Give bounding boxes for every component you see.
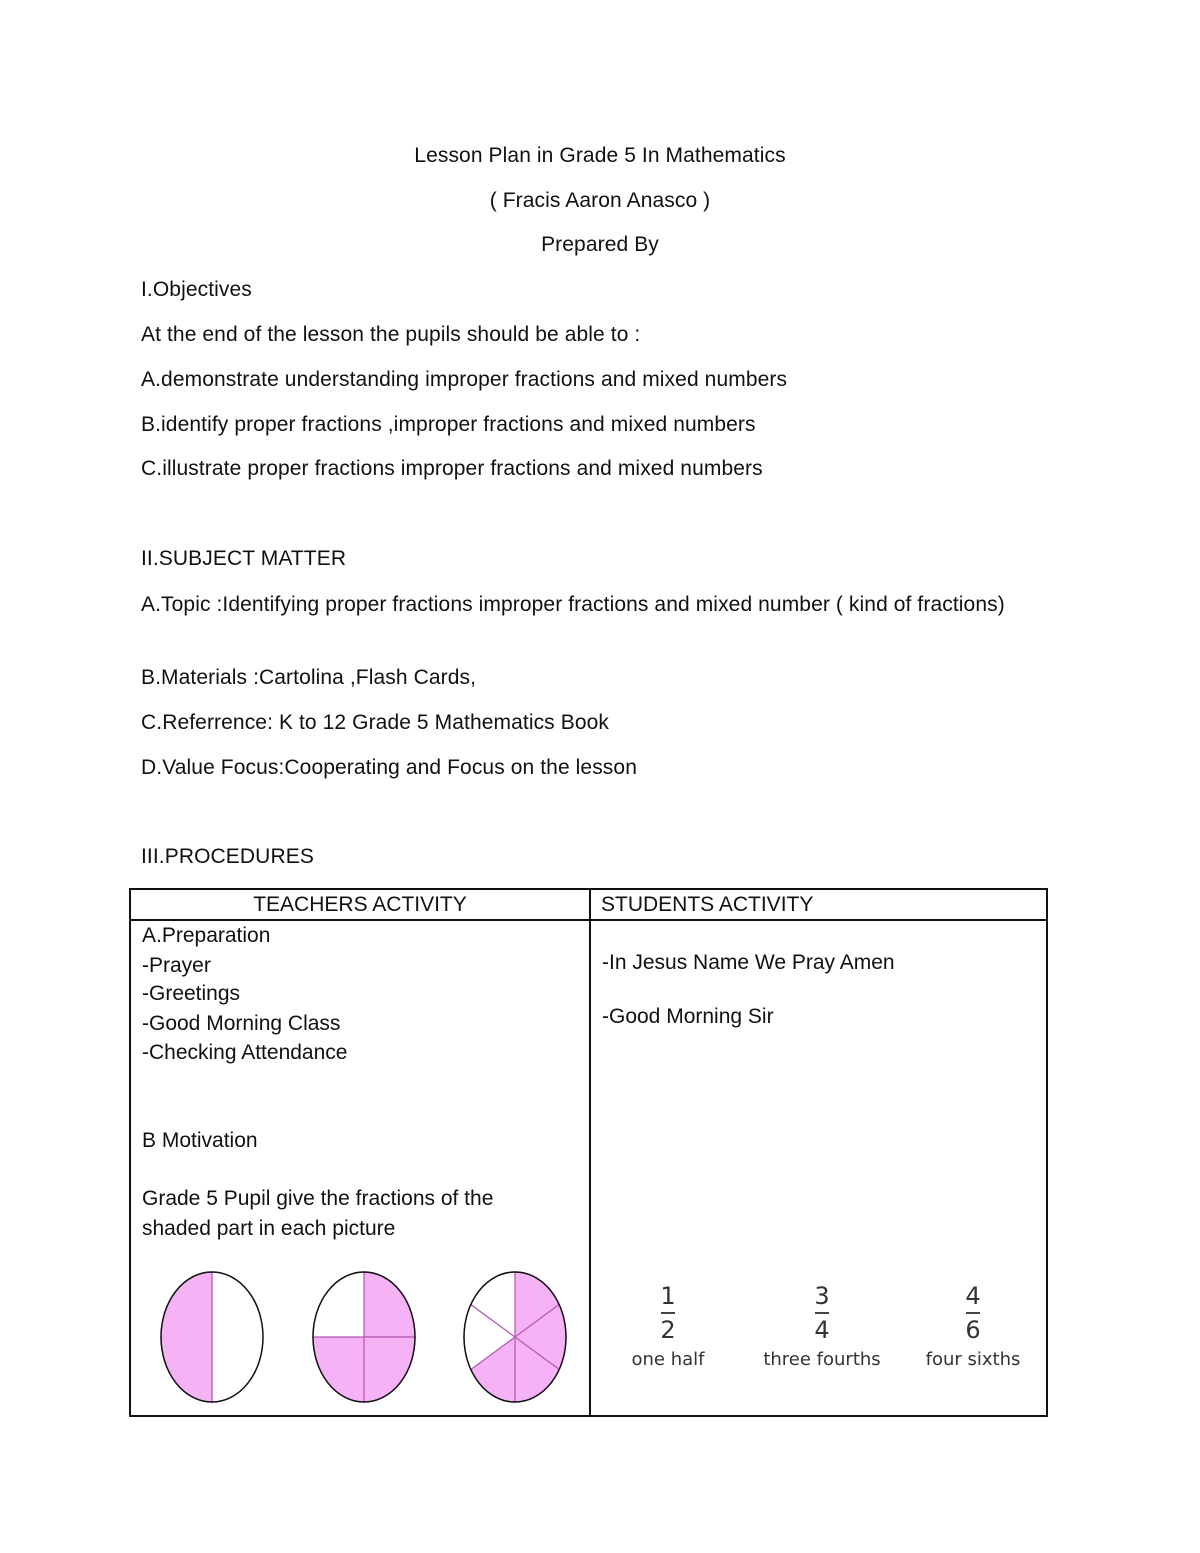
objective-item: B.identify proper fractions ,improper fractions and mixed numbers — [141, 413, 756, 436]
teacher-column-header: TEACHERS ACTIVITY — [130, 889, 590, 920]
prepared-by: Prepared By — [541, 233, 659, 256]
fraction-pies — [131, 921, 589, 1415]
fraction-pie — [313, 1272, 415, 1402]
value-focus-text: D.Value Focus:Cooperating and Focus on the lesson — [141, 756, 637, 779]
fraction-words: four sixths — [925, 1349, 1021, 1370]
shaded-slice — [364, 1272, 415, 1337]
fraction-answer — [752, 1281, 892, 1373]
student-column-header: STUDENTS ACTIVITY — [590, 889, 1047, 920]
teacher-line: B Motivation — [142, 1129, 258, 1152]
procedures-heading: III.PROCEDURES — [141, 845, 314, 868]
fraction-denominator: 2 — [660, 1316, 676, 1344]
teacher-line: -Greetings — [142, 982, 241, 1005]
teacher-line: -Good Morning Class — [142, 1012, 341, 1035]
materials-text: B.Materials :Cartolina ,Flash Cards, — [141, 666, 477, 689]
fraction-pie — [464, 1272, 566, 1402]
shaded-slice — [313, 1337, 364, 1402]
fraction-bar — [966, 1312, 980, 1314]
fraction-bar — [815, 1312, 829, 1314]
teacher-activity-cell — [130, 920, 590, 1416]
fraction-denominator: 6 — [965, 1316, 981, 1344]
objective-item: A.demonstrate understanding improper fractions and mixed numbers — [141, 368, 788, 391]
page-title: Lesson Plan in Grade 5 In Mathematics — [414, 144, 786, 167]
fraction-bar — [661, 1312, 675, 1314]
shaded-slice — [364, 1337, 415, 1402]
unshaded-slice — [313, 1272, 364, 1337]
subject-matter-heading: II.SUBJECT MATTER — [141, 547, 347, 570]
procedures-table — [129, 888, 1048, 1417]
objectives-intro: At the end of the lesson the pupils should be able to : — [141, 323, 641, 346]
student-line: -Good Morning Sir — [602, 1005, 774, 1028]
teacher-line: -Checking Attendance — [142, 1041, 348, 1064]
reference-text: C.Referrence: K to 12 Grade 5 Mathematics Book — [141, 711, 609, 734]
fraction-answer — [598, 1281, 738, 1373]
fraction-words: three fourths — [763, 1349, 881, 1370]
fraction-denominator: 4 — [814, 1316, 830, 1344]
objectives-heading: I.Objectives — [141, 278, 252, 301]
student-line: -In Jesus Name We Pray Amen — [602, 951, 895, 974]
student-activity-cell — [590, 920, 1047, 1416]
author-name: ( Fracis Aaron Anasco ) — [489, 189, 711, 212]
fraction-pie — [161, 1272, 263, 1402]
objective-item: C.illustrate proper fractions improper fractions and mixed numbers — [141, 457, 763, 480]
fraction-numerator: 4 — [965, 1282, 981, 1310]
teacher-line: A.Preparation — [142, 924, 271, 947]
fraction-words: one half — [631, 1349, 705, 1370]
fraction-numerator: 1 — [660, 1282, 676, 1310]
teacher-line: -Prayer — [142, 954, 211, 977]
teacher-line: shaded part in each picture — [142, 1217, 396, 1240]
topic-text: A.Topic :Identifying proper fractions improper fractions and mixed number ( kind of fractions) — [141, 593, 1005, 616]
shaded-slice — [161, 1272, 212, 1402]
fraction-numerator: 3 — [814, 1282, 830, 1310]
teacher-line: Grade 5 Pupil give the fractions of the — [142, 1187, 494, 1210]
fraction-answer — [903, 1281, 1043, 1373]
